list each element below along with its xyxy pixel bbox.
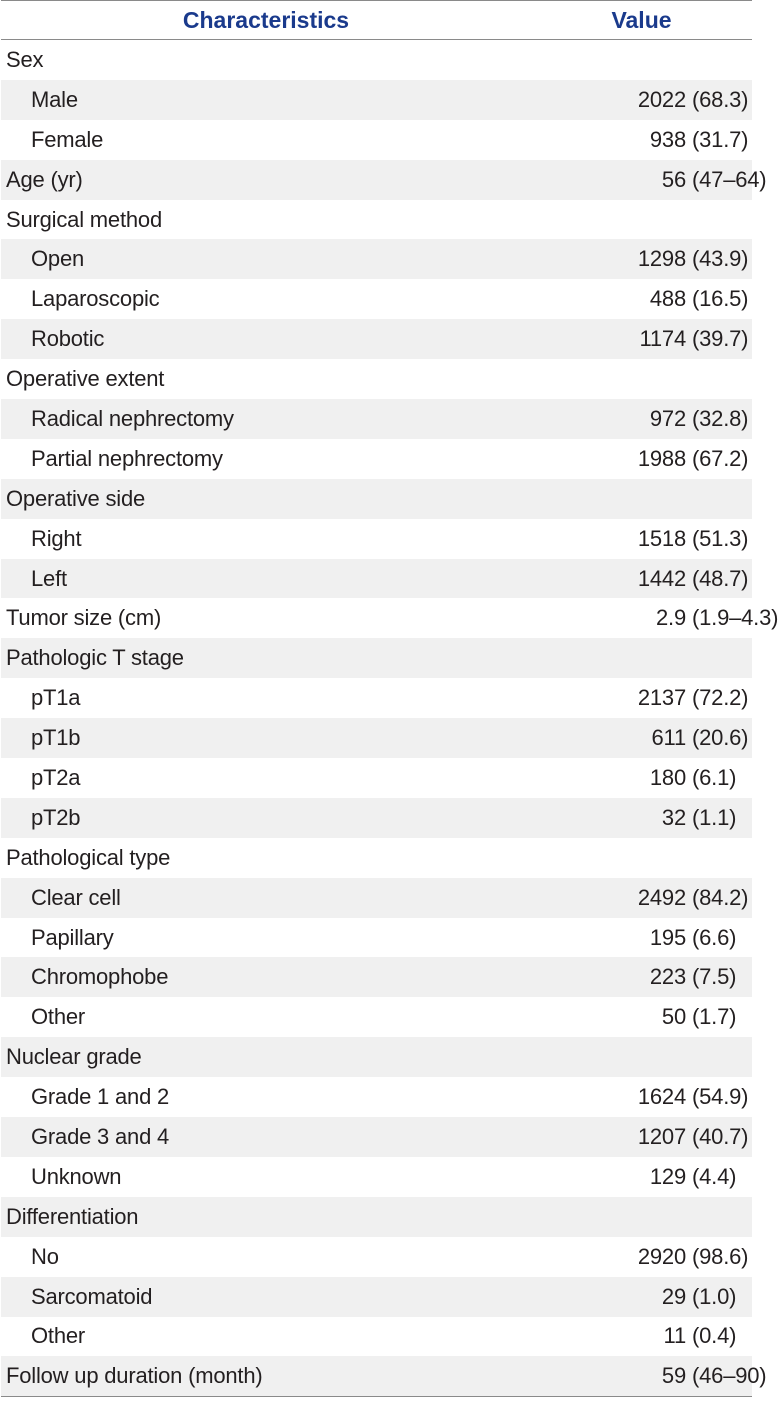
row-value <box>531 1004 752 1030</box>
row-label: Right <box>31 525 82 551</box>
value-percent: (1.9–4.3) <box>692 605 778 631</box>
table-row <box>1 160 767 200</box>
row-value <box>531 925 752 951</box>
characteristics-table <box>1 0 778 1397</box>
row-label: Surgical method <box>6 206 162 232</box>
value-count: 129 <box>649 1163 686 1189</box>
value-count: 2492 <box>637 884 686 910</box>
row-label: Pathologic T stage <box>6 645 184 671</box>
row-label: Chromophobe <box>31 964 169 990</box>
row-label: pT1b <box>31 725 81 751</box>
row-label: Papillary <box>31 924 114 950</box>
table-row <box>1 479 752 519</box>
table-row <box>1 40 752 80</box>
value-count: 1298 <box>637 246 686 272</box>
row-label: Sarcomatoid <box>31 1283 153 1309</box>
row-value <box>531 366 752 392</box>
row-label: Differentiation <box>6 1203 139 1229</box>
row-value <box>531 1204 752 1230</box>
value-count: 59 <box>661 1363 686 1389</box>
table-row <box>1 1077 752 1117</box>
row-value <box>531 1124 752 1150</box>
value-percent: (1.7) <box>692 1004 737 1030</box>
row-value <box>531 605 778 631</box>
row-value <box>531 566 752 592</box>
row-label: Male <box>31 86 78 112</box>
row-label: Tumor size (cm) <box>6 605 162 631</box>
row-label: pT2b <box>31 804 81 830</box>
table-row <box>1 918 752 958</box>
row-value <box>531 207 752 233</box>
row-label: Other <box>31 1004 86 1030</box>
table-row <box>1 1037 752 1077</box>
row-value <box>531 845 752 871</box>
value-count: 2022 <box>637 86 686 112</box>
table-row <box>1 1197 752 1237</box>
row-value <box>531 1044 752 1070</box>
value-count: 1624 <box>637 1084 686 1110</box>
table-row <box>1 1117 752 1157</box>
value-count: 11 <box>663 1323 686 1349</box>
row-label: pT2a <box>31 764 81 790</box>
row-value <box>531 725 752 751</box>
value-count: 938 <box>649 126 686 152</box>
table-row <box>1 1277 752 1317</box>
table-row <box>1 838 752 878</box>
row-value <box>531 805 752 831</box>
table-row <box>1 519 752 559</box>
table-row <box>1 878 752 918</box>
table-row <box>1 758 752 798</box>
row-value <box>531 685 752 711</box>
row-value <box>531 127 752 153</box>
row-label: Operative side <box>6 485 146 511</box>
value-count: 29 <box>661 1283 686 1309</box>
row-label: Nuclear grade <box>6 1044 142 1070</box>
table-row <box>1 678 752 718</box>
value-count: 1174 <box>639 326 686 352</box>
row-value <box>531 1323 752 1349</box>
value-percent: (54.9) <box>692 1084 749 1110</box>
row-label: Radical nephrectomy <box>31 405 234 431</box>
value-percent: (1.1) <box>692 804 737 830</box>
row-value <box>531 486 752 512</box>
row-label: No <box>31 1243 59 1269</box>
row-label: Female <box>31 126 104 152</box>
table-row <box>1 1157 752 1197</box>
row-value <box>531 1284 752 1310</box>
table-row <box>1 439 752 479</box>
row-label: Robotic <box>31 326 105 352</box>
row-label: Left <box>31 565 67 591</box>
table-row <box>1 997 752 1037</box>
value-percent: (32.8) <box>692 405 749 431</box>
value-percent: (6.6) <box>692 924 737 950</box>
table-row <box>1 1317 752 1357</box>
value-percent: (6.1) <box>692 764 737 790</box>
value-count: 1988 <box>637 445 686 471</box>
table-row <box>1 80 752 120</box>
row-label: Clear cell <box>31 884 121 910</box>
value-count: 488 <box>649 286 686 312</box>
row-label: Grade 1 and 2 <box>31 1084 170 1110</box>
value-count: 1518 <box>637 525 686 551</box>
table-row <box>1 559 752 599</box>
table-row <box>1 399 752 439</box>
value-count: 972 <box>649 405 686 431</box>
table-header <box>1 1 752 40</box>
value-percent: (40.7) <box>692 1123 749 1149</box>
row-label: Follow up duration (month) <box>6 1363 263 1389</box>
row-label: Pathological type <box>6 844 171 870</box>
header-characteristics: Characteristics <box>182 6 350 33</box>
value-percent: (43.9) <box>692 246 749 272</box>
row-value <box>531 406 752 432</box>
value-percent: (39.7) <box>692 326 749 352</box>
row-value <box>531 964 752 990</box>
value-percent: (47–64) <box>692 166 767 192</box>
row-value <box>531 47 752 73</box>
value-percent: (98.6) <box>692 1243 749 1269</box>
table-row <box>1 957 752 997</box>
row-value <box>531 1084 752 1110</box>
row-label: Operative extent <box>6 366 165 392</box>
row-label: Other <box>31 1323 86 1349</box>
table-row <box>1 718 752 758</box>
row-label: Grade 3 and 4 <box>31 1123 170 1149</box>
table-row <box>1 279 752 319</box>
header-value: Value <box>611 6 672 33</box>
table-row <box>1 638 752 678</box>
table-row <box>1 359 752 399</box>
table-row <box>1 798 752 838</box>
row-label: Age (yr) <box>6 166 83 192</box>
value-percent: (84.2) <box>692 884 749 910</box>
value-percent: (48.7) <box>692 565 749 591</box>
table-row <box>1 200 752 240</box>
row-value <box>531 765 752 791</box>
value-count: 1207 <box>637 1123 686 1149</box>
value-count: 2.9 <box>656 605 686 631</box>
row-value <box>531 526 752 552</box>
row-label: Laparoscopic <box>31 286 160 312</box>
row-label: pT1a <box>31 685 81 711</box>
value-percent: (51.3) <box>692 525 749 551</box>
value-percent: (1.0) <box>692 1283 737 1309</box>
value-count: 32 <box>661 804 686 830</box>
row-value <box>531 326 752 352</box>
value-count: 56 <box>661 166 686 192</box>
value-count: 611 <box>651 725 686 751</box>
row-label: Sex <box>6 46 44 72</box>
value-percent: (46–90) <box>692 1363 767 1389</box>
value-percent: (20.6) <box>692 725 749 751</box>
row-label: Open <box>31 246 85 272</box>
row-value <box>531 645 752 671</box>
row-value <box>531 1164 752 1190</box>
value-count: 2920 <box>637 1243 686 1269</box>
row-value <box>531 1244 752 1270</box>
table-row <box>1 239 752 279</box>
row-value <box>531 446 752 472</box>
table-body <box>1 40 778 1396</box>
value-count: 195 <box>649 924 686 950</box>
value-count: 2137 <box>637 685 686 711</box>
row-value <box>531 286 752 312</box>
value-percent: (7.5) <box>692 964 737 990</box>
value-count: 223 <box>649 964 686 990</box>
table-row <box>1 598 778 638</box>
value-percent: (68.3) <box>692 86 749 112</box>
row-value <box>531 246 752 272</box>
row-label: Partial nephrectomy <box>31 445 223 471</box>
value-percent: (67.2) <box>692 445 749 471</box>
value-percent: (0.4) <box>692 1323 737 1349</box>
value-percent: (31.7) <box>692 126 749 152</box>
row-value <box>531 166 767 193</box>
table-row <box>1 1237 752 1277</box>
value-count: 50 <box>661 1004 686 1030</box>
row-label: Unknown <box>31 1163 122 1189</box>
table-row <box>1 120 752 160</box>
row-value <box>531 1363 767 1389</box>
value-count: 180 <box>649 764 686 790</box>
row-value <box>531 87 752 113</box>
table-row <box>1 1356 767 1396</box>
value-count: 1442 <box>637 565 686 591</box>
row-value <box>531 885 752 911</box>
table-row <box>1 319 752 359</box>
value-percent: (16.5) <box>692 286 749 312</box>
value-percent: (4.4) <box>692 1163 737 1189</box>
value-percent: (72.2) <box>692 685 749 711</box>
